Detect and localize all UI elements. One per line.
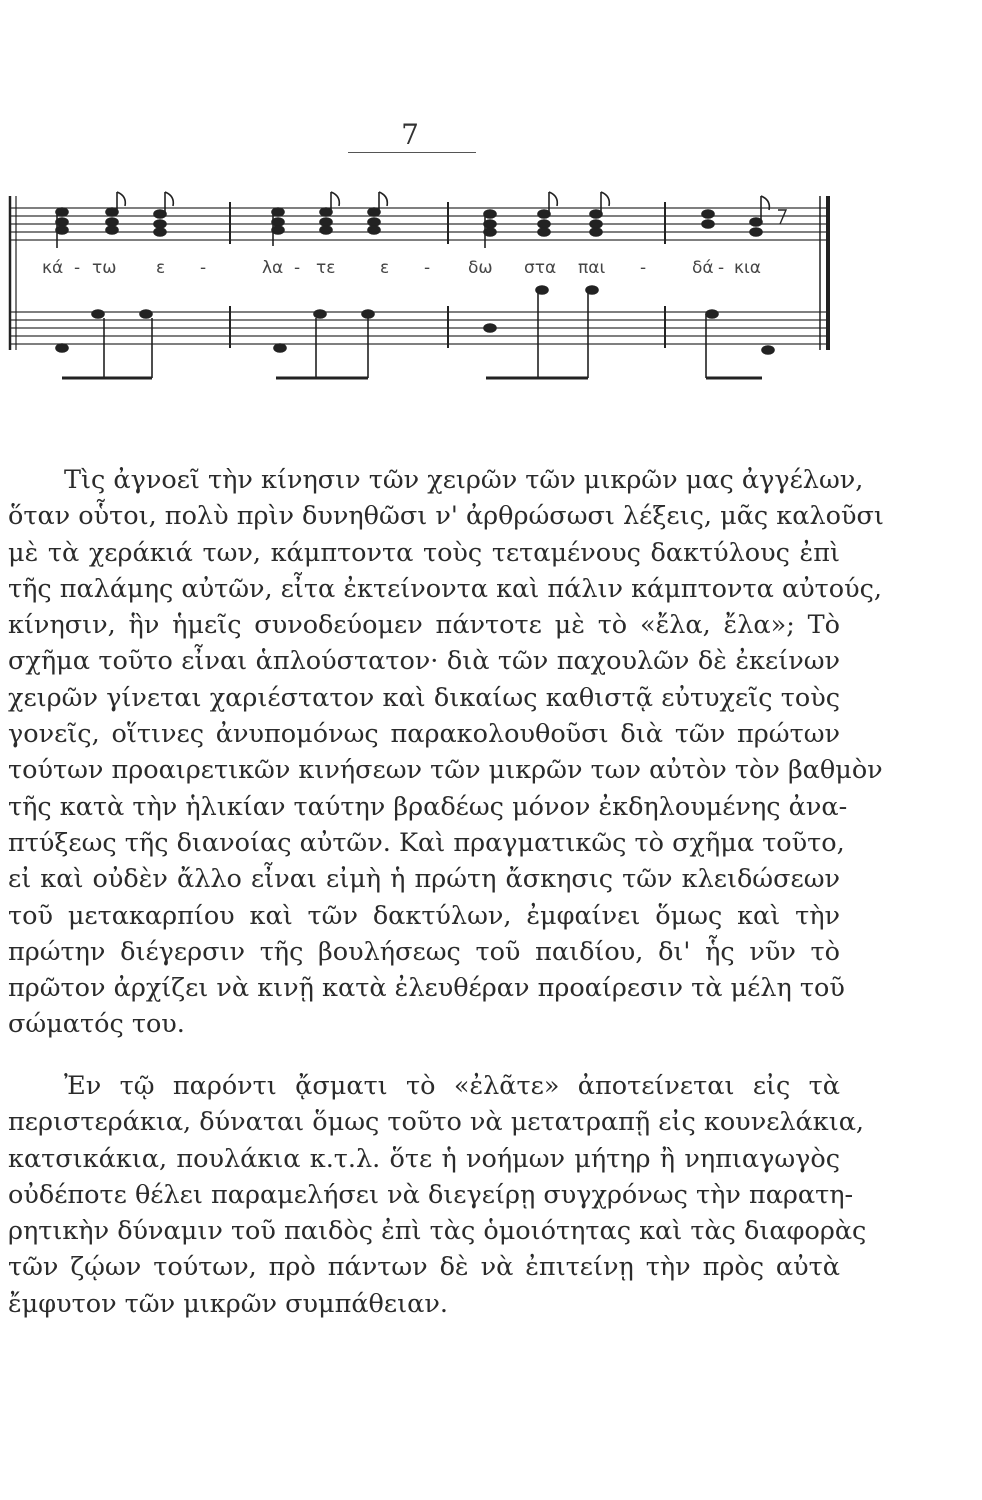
text-line: κατσικάκια, πουλάκια κ.τ.λ. ὅτε ἡ νοήμων μήτηρ ἢ νηπιαγωγὸς [8, 1143, 840, 1174]
text-line: εἰ καὶ οὐδὲν ἄλλο εἶναι εἰμὴ ἡ πρώτη ἄσκησις τῶν κλειδώσεων [8, 864, 840, 895]
text-line: πρώτην διέγερσιν τῆς βουλήσεως τοῦ παιδίου, δι' ἧς νῦν τὸ [8, 936, 840, 967]
lyric-syllable: κά [42, 258, 64, 278]
lyric-syllable: - [718, 258, 725, 278]
lyric-syllable: κια [734, 258, 761, 278]
lyric-syllable: λα [262, 258, 284, 278]
lyric-syllable: - [294, 258, 301, 278]
lyric-syllable: ε [380, 258, 390, 278]
paragraph-2 [8, 1068, 867, 1322]
page-number: 7 [401, 118, 419, 151]
text-line: γονεῖς, οἵτινες ἀνυπομόνως παρακολουθοῦσι διὰ τῶν πρώτων [8, 719, 840, 750]
lyric-syllable: τω [92, 258, 117, 278]
text-line: σώματός του. [8, 1009, 185, 1040]
lyric-syllable: παι [578, 258, 606, 278]
text-line: πτύξεως τῆς διανοίας αὐτῶν. Καὶ πραγματικῶς τὸ σχῆμα τοῦτο, [8, 827, 845, 858]
paragraph-1 [8, 462, 884, 1043]
text-line: κίνησιν, ἣν ἡμεῖς συνοδεύομεν πάντοτε μὲ τὸ «ἔλα, ἔλα»; Τὸ [8, 610, 840, 641]
text-line: ὅταν οὗτοι, πολὺ πρὶν δυνηθῶσι ν' ἀρθρώσωσι λέξεις, μᾶς καλοῦσι [8, 501, 884, 532]
text-line: ἔμφυτον τῶν μικρῶν συμπάθειαν. [8, 1288, 448, 1319]
text-line: οὐδέποτε θέλει παραμελήσει νὰ διεγείρῃ συγχρόνως τὴν παρατη- [8, 1179, 854, 1210]
text-line: τῆς παλάμης αὐτῶν, εἶτα ἐκτείνοντα καὶ πάλιν κάμπτοντα αὐτούς, [8, 573, 883, 604]
text-line: Ἐν τῷ παρόντι ᾄσματι τὸ «ἐλᾶτε» ἀποτείνεται εἰς τὰ [64, 1071, 840, 1101]
lyric-syllable: - [200, 258, 207, 278]
text-line: Τὶς ἀγνοεῖ τὴν κίνησιν τῶν χειρῶν τῶν μικρῶν μας ἀγγέλων, [64, 465, 864, 495]
music-score [0, 0, 982, 400]
text-line: τῆς κατὰ τὴν ἡλικίαν ταύτην βραδέως μόνον ἐκδηλουμένης ἀνα- [8, 791, 848, 822]
text-line: πρῶτον ἀρχίζει νὰ κινῇ κατὰ ἐλευθέραν προαίρεσιν τὰ μέλη τοῦ [8, 973, 845, 1004]
text-line: σχῆμα τοῦτο εἶναι ἁπλούστατον· διὰ τῶν παχουλῶν δὲ ἐκείνων [8, 646, 840, 677]
lyric-syllable: στα [524, 258, 557, 278]
text-line: τούτων προαιρετικῶν κινήσεων τῶν μικρῶν των αὐτὸν τὸν βαθμὸν [8, 755, 883, 786]
lyric-syllable: - [74, 258, 81, 278]
text-line: περιστεράκια, δύναται ὅμως τοῦτο νὰ μετατραπῇ εἰς κουνελάκια, [8, 1107, 865, 1138]
lyric-syllable: δω [468, 258, 493, 278]
text-line: χειρῶν γίνεται χαριέστατον καὶ δικαίως καθιστᾷ εὐτυχεῖς τοὺς [8, 682, 840, 713]
lyric-syllable: τε [316, 258, 336, 278]
lyric-syllable: δά [692, 258, 714, 278]
lyric-syllable: ε [156, 258, 166, 278]
lower-notes [56, 286, 774, 378]
text-line: μὲ τὰ χεράκιά των, κάμπτοντα τοὺς τεταμένους δακτύλους ἐπὶ [8, 537, 840, 568]
lyric-syllable: - [640, 258, 647, 278]
text-line: τῶν ζῴων τούτων, πρὸ πάντων δὲ νὰ ἐπιτείνῃ τὴν πρὸς αὐτὰ [8, 1252, 840, 1283]
text-line: τοῦ μετακαρπίου καὶ τῶν δακτύλων, ἐμφαίνει ὅμως καὶ τὴν [8, 900, 840, 931]
lyric-syllable: - [424, 258, 431, 278]
text-line: ρητικὴν δύναμιν τοῦ παιδὸς ἐπὶ τὰς ὁμοιότητας καὶ τὰς διαφορὰς [8, 1216, 867, 1247]
